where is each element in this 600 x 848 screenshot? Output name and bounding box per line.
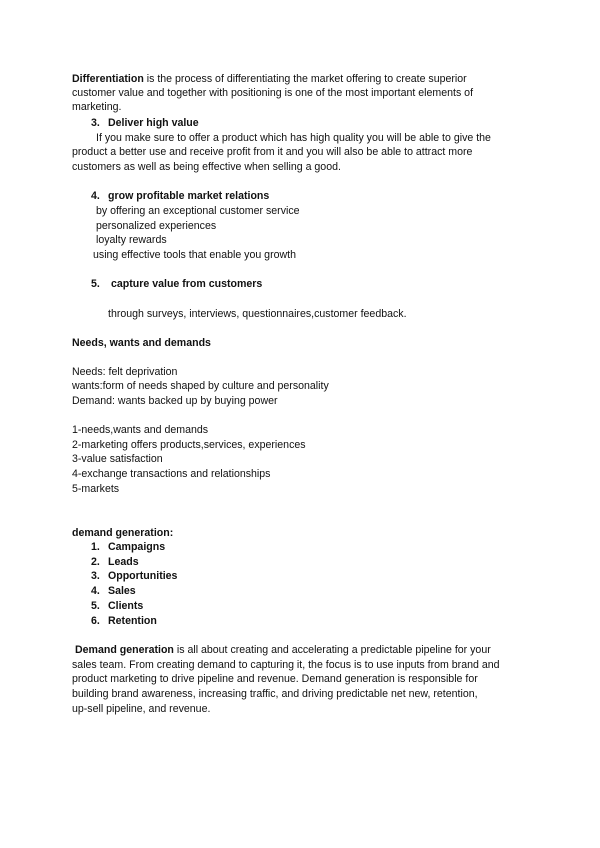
step4-item: using effective tools that enable you growth [93, 249, 296, 261]
intro-text: is the process of differentiating the market offering to create superior [143, 73, 467, 85]
closing-line-1 [75, 643, 491, 657]
concept-item: 2-marketing offers products,services, experiences [72, 439, 306, 451]
step5-text: through surveys, interviews, questionnaires,customer feedback. [108, 308, 407, 320]
concept-item: 1-needs,wants and demands [72, 424, 209, 436]
needs-definition: Needs: felt deprivation [72, 366, 178, 378]
demand-generation-item: 2. Leads [91, 556, 139, 568]
step3-line-2: product a better use and receive profit from it and you will also be able to attract more [72, 146, 473, 158]
step5-heading: capture value from customers [111, 278, 263, 290]
step4-heading: grow profitable market relations [108, 190, 270, 202]
closing-line-4: building brand awareness, increasing traffic, and driving predictable net new, retention, [72, 688, 478, 700]
step4-number: 4. [91, 190, 100, 202]
step3-number: 3. [91, 117, 100, 129]
closing-line-5: up-sell pipeline, and revenue. [72, 703, 211, 715]
concept-item: 5-markets [72, 483, 120, 495]
concept-item: 4-exchange transactions and relationships [72, 468, 271, 480]
demand-generation-item: 6. Retention [91, 615, 157, 627]
needs-heading: Needs, wants and demands [72, 337, 211, 349]
step4-item: loyalty rewards [96, 234, 167, 246]
needs-definition: Demand: wants backed up by buying power [72, 395, 278, 407]
demand-generation-item: 5. Clients [91, 600, 144, 612]
step3-line-1: If you make sure to offer a product which has high quality you will be able to give the [96, 132, 491, 144]
concept-item: 3-value satisfaction [72, 453, 163, 465]
demand-generation-heading: demand generation: [72, 527, 174, 539]
step4-heading-line [91, 189, 269, 203]
step4-item: personalized experiences [96, 220, 217, 232]
step5-number: 5. [91, 278, 100, 290]
closing-line-3: product marketing to drive pipeline and revenue. Demand generation is responsible for [72, 673, 478, 685]
intro-line-2: customer value and together with positioning is one of the most important elements of [72, 87, 474, 99]
demand-generation-item: 3. Opportunities [91, 570, 178, 582]
step3-heading: Deliver high value [108, 117, 199, 129]
demand-generation-item: 1. Campaigns [91, 541, 166, 553]
closing-term: Demand generation [75, 644, 174, 656]
closing-text: is all about creating and accelerating a predictable pipeline for your [173, 644, 491, 656]
step5-heading-line [91, 277, 262, 291]
intro-term: Differentiation [72, 73, 144, 85]
intro-line-1 [72, 72, 467, 86]
demand-generation-item: 4. Sales [91, 585, 136, 597]
step4-item: by offering an exceptional customer service [96, 205, 300, 217]
intro-line-3: marketing. [72, 101, 122, 113]
step3-line-3: customers as well as being effective when selling a good. [72, 161, 341, 173]
needs-definition: wants:form of needs shaped by culture and personality [72, 380, 329, 392]
step3-heading-line [91, 116, 199, 130]
closing-line-2: sales team. From creating demand to capturing it, the focus is to use inputs from brand and [72, 659, 500, 671]
